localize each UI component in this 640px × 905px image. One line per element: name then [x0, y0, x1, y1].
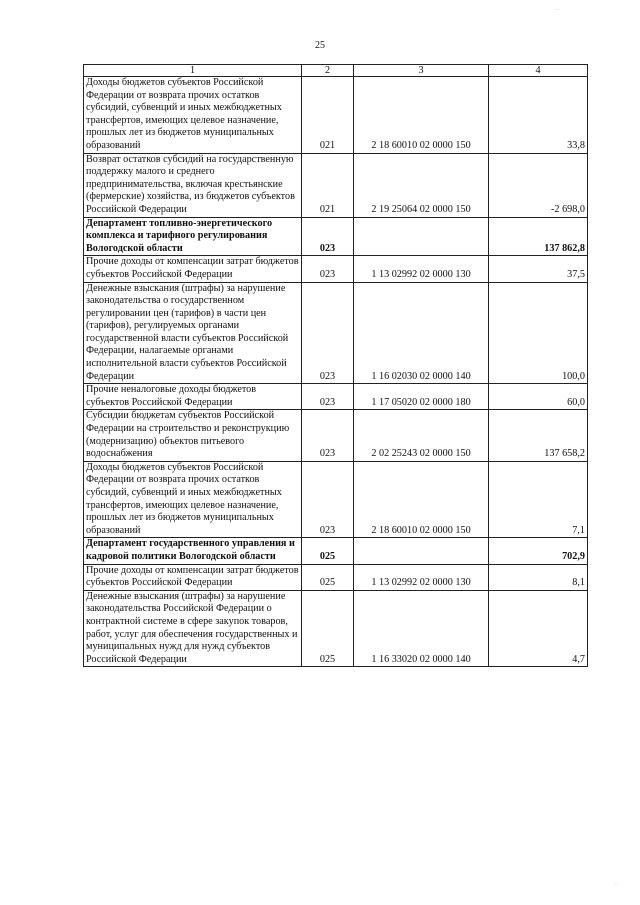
row-revenue-code-cell: 1 13 02992 02 0000 130	[354, 564, 489, 590]
table-row	[84, 77, 588, 154]
table-row	[84, 590, 588, 667]
row-admin-code-cell: 023	[302, 256, 354, 282]
row-revenue-code-cell: 1 16 33020 02 0000 140	[354, 590, 489, 667]
row-admin-code-cell: 021	[302, 153, 354, 217]
corner-mark: ...	[555, 6, 560, 12]
row-name-cell: Прочие доходы от компенсации затрат бюджетов субъектов Российской Федерации	[84, 564, 302, 590]
row-revenue-code-cell: 2 19 25064 02 0000 150	[354, 153, 489, 217]
row-admin-code-cell: 023	[302, 384, 354, 410]
row-admin-code-cell: 025	[302, 564, 354, 590]
row-name-cell: Департамент государственного управления и кадровой политики Вологодской области	[84, 538, 302, 564]
table-row	[84, 217, 588, 256]
row-name-cell: Доходы бюджетов субъектов Российской Федерации от возврата прочих остатков субсидий, субвенций и иных межбюджетных трансфертов, имеющих целевое назначение, прошлых лет из бюджетов муниципальных образований	[84, 77, 302, 154]
row-amount-cell: 60,0	[489, 384, 588, 410]
row-name-cell: Возврат остатков субсидий на государственную поддержку малого и среднего предпринимательства, включая крестьянские (фермерские) хозяйства, из бюджетов субъектов Российской Федерации	[84, 153, 302, 217]
row-admin-code-cell: 025	[302, 538, 354, 564]
row-admin-code-cell: 023	[302, 217, 354, 256]
row-admin-code-cell: 023	[302, 461, 354, 538]
row-revenue-code-cell: 2 18 60010 02 0000 150	[354, 461, 489, 538]
row-name-cell: Доходы бюджетов субъектов Российской Федерации от возврата прочих остатков субсидий, субвенций и иных межбюджетных трансфертов, имеющих целевое назначение, прошлых лет из бюджетов муниципальных образований	[84, 461, 302, 538]
row-revenue-code-cell: 1 13 02992 02 0000 130	[354, 256, 489, 282]
row-revenue-code-cell	[354, 217, 489, 256]
row-amount-cell: 8,1	[489, 564, 588, 590]
row-admin-code-cell: 023	[302, 410, 354, 461]
row-name-cell: Денежные взыскания (штрафы) за нарушение законодательства Российской Федерации о контрактной системе в сфере закупок товаров, работ, услуг для обеспечения государственных и муниципальных нужд для нужд субъектов Российской Федерации	[84, 590, 302, 667]
table-header-row	[84, 65, 588, 77]
table-body	[84, 77, 588, 667]
row-admin-code-cell: 025	[302, 590, 354, 667]
row-amount-cell: 137 862,8	[489, 217, 588, 256]
table-row	[84, 410, 588, 461]
row-amount-cell: -2 698,0	[489, 153, 588, 217]
header-col-4: 4	[489, 65, 588, 77]
row-revenue-code-cell: 1 16 02030 02 0000 140	[354, 282, 489, 384]
table-row	[84, 564, 588, 590]
budget-table	[83, 64, 588, 667]
row-revenue-code-cell: 1 17 05020 02 0000 180	[354, 384, 489, 410]
row-name-cell: Прочие доходы от компенсации затрат бюджетов субъектов Российской Федерации	[84, 256, 302, 282]
table-row	[84, 153, 588, 217]
row-name-cell: Денежные взыскания (штрафы) за нарушение законодательства о государственном регулировании цен (тарифов) в части цен (тарифов), регулируемых органами государственной власти субъектов Российской Федерации, налагаемые органами исполнительной власти субъектов Российской Федерации	[84, 282, 302, 384]
row-name-cell: Субсидии бюджетам субъектов Российской Федерации на строительство и реконструкцию (модернизацию) объектов питьевого водоснабжения	[84, 410, 302, 461]
row-amount-cell: 37,5	[489, 256, 588, 282]
row-admin-code-cell: 021	[302, 77, 354, 154]
header-col-2: 2	[302, 65, 354, 77]
row-amount-cell: 100,0	[489, 282, 588, 384]
header-col-1: 1	[84, 65, 302, 77]
row-amount-cell: 33,8	[489, 77, 588, 154]
row-amount-cell: 4,7	[489, 590, 588, 667]
row-revenue-code-cell: 2 02 25243 02 0000 150	[354, 410, 489, 461]
row-amount-cell: 7,1	[489, 461, 588, 538]
row-admin-code-cell: 023	[302, 282, 354, 384]
table-row	[84, 256, 588, 282]
row-name-cell: Прочие неналоговые доходы бюджетов субъектов Российской Федерации	[84, 384, 302, 410]
page-number: 25	[315, 40, 325, 51]
table-row	[84, 538, 588, 564]
row-revenue-code-cell	[354, 538, 489, 564]
row-amount-cell: 137 658,2	[489, 410, 588, 461]
table-row	[84, 384, 588, 410]
header-col-3: 3	[354, 65, 489, 77]
row-name-cell: Департамент топливно-энергетического комплекса и тарифного регулирования Вологодской области	[84, 217, 302, 256]
footer-mark: ..	[615, 880, 618, 886]
table-row	[84, 461, 588, 538]
row-revenue-code-cell: 2 18 60010 02 0000 150	[354, 77, 489, 154]
row-amount-cell: 702,9	[489, 538, 588, 564]
table-row	[84, 282, 588, 384]
